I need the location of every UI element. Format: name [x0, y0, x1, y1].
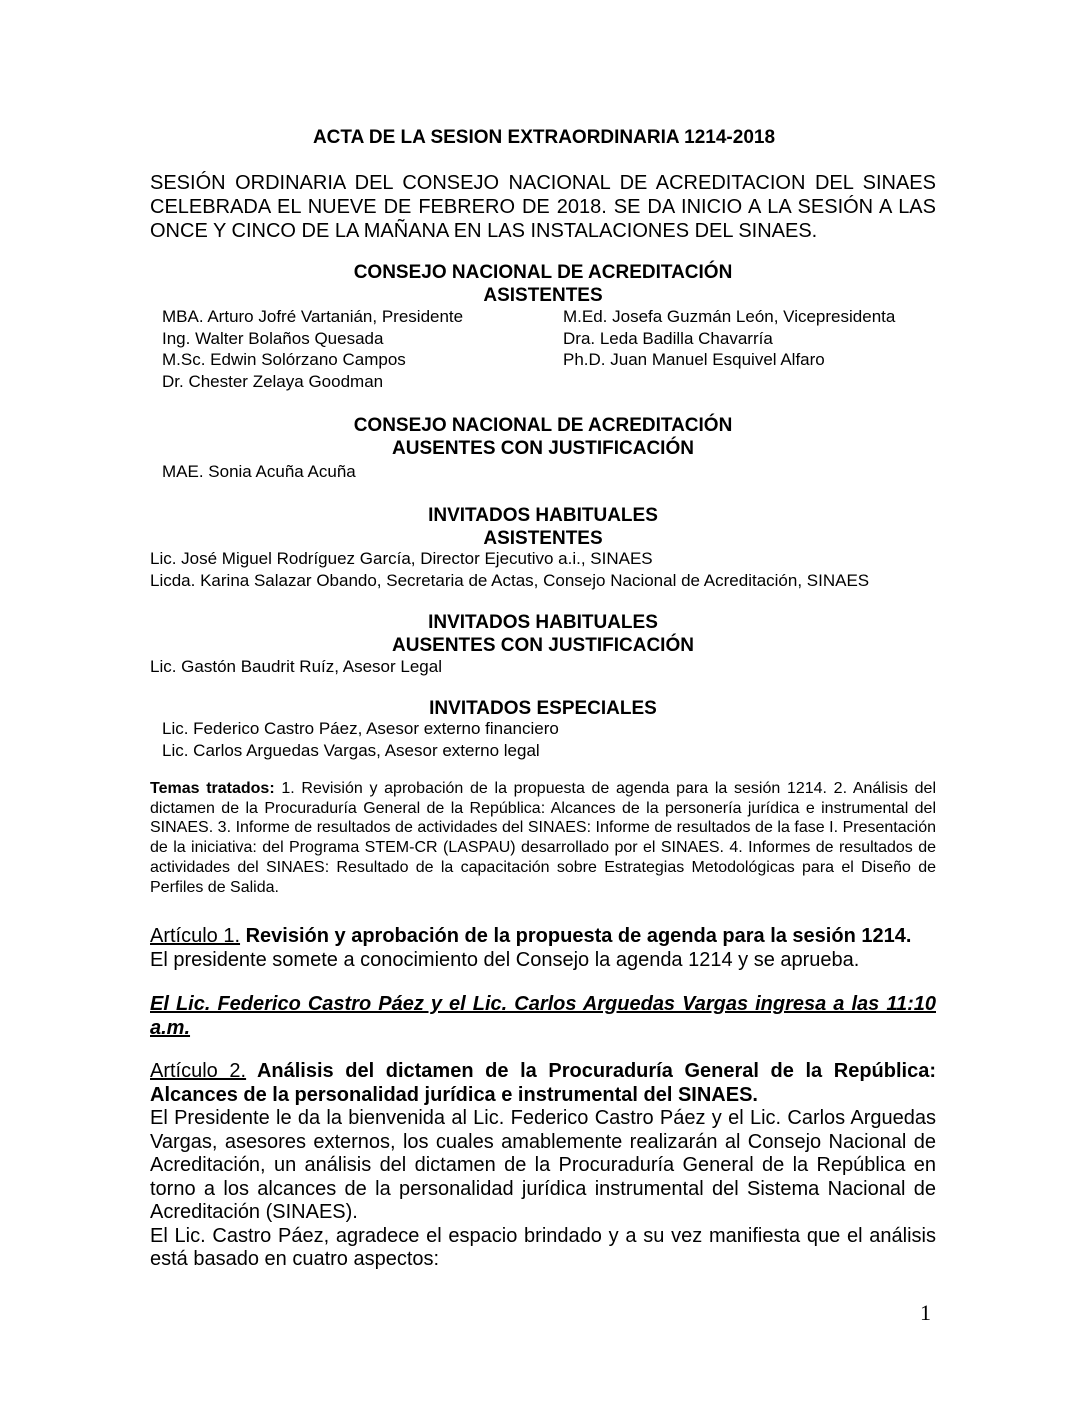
guest-name: Licda. Karina Salazar Obando, Secretaria de Actas, Consejo Nacional de Acreditación, SINAES — [150, 570, 870, 590]
section-heading: CONSEJO NACIONAL DE ACREDITACIÓN — [353, 415, 733, 436]
invitados-asistentes-header — [150, 504, 936, 550]
member-name: Dr. Chester Zelaya Goodman — [162, 371, 384, 391]
invitados-ausentes-header — [150, 611, 936, 657]
member-name: Ing. Walter Bolaños Quesada — [162, 328, 384, 348]
topics-text: 1. Revisión y aprobación de la propuesta de agenda para la sesión 1214. 2. Análisis del dictamen de la Procuraduría General de la República: Alcances de la personería jurídica e instrumental del SINAES. 3. Informe de resultados de actividades del SINAES: Informe de resultados de la fase I. Presentación de la iniciativa: del Programa STEM-CR (LASPAU) desarrollado por el SINAES. 4. Informes de resultados de actividades del SINAES: Resultado de la capacitación sobre Estrategias Metodológicas para el Diseño de Perfiles de Salida. — [150, 780, 937, 896]
member-name: Ph.D. Juan Manuel Esquivel Alfaro — [563, 350, 825, 369]
guest-name: Lic. José Miguel Rodríguez García, Director Ejecutivo a.i., SINAES — [150, 549, 653, 568]
entry-note — [150, 993, 936, 1040]
consejo-ausentes-header — [150, 414, 936, 460]
section-heading: INVITADOS HABITUALES — [428, 505, 658, 526]
section-heading: CONSEJO NACIONAL DE ACREDITACIÓN — [353, 262, 733, 283]
member-name: M.Sc. Edwin Solórzano Campos — [162, 350, 406, 369]
consejo-ausentes-list — [162, 461, 356, 483]
topics-paragraph — [150, 779, 936, 897]
article-2-paragraph-2: El Lic. Castro Páez, agradece el espacio brindado y a su vez manifiesta que el análisis está basado en cuatro aspectos: — [150, 1224, 936, 1270]
invitados-especiales-header — [150, 697, 936, 720]
consejo-asistentes-right-list — [563, 306, 895, 371]
section-heading: INVITADOS HABITUALES — [428, 612, 658, 633]
article-1-label: Artículo 1. — [150, 925, 241, 947]
member-name: Dra. Leda Badilla Chavarría — [563, 328, 773, 348]
section-subheading: ASISTENTES — [483, 285, 603, 306]
invitados-ausentes-list — [150, 656, 442, 678]
article-1-text: El presidente somete a conocimiento del Consejo la agenda 1214 y se aprueba. — [150, 948, 860, 971]
article-1-title: Revisión y aprobación de la propuesta de agenda para la sesión 1214. — [240, 925, 912, 947]
document-title: ACTA DE LA SESION EXTRAORDINARIA 1214-2018 — [312, 127, 776, 148]
article-2-paragraph-1: El Presidente le da la bienvenida al Lic. Federico Castro Páez y el Lic. Carlos Arguedas Vargas, asesores externos, los cuales amablemente realizarán al Consejo Nacional de Acreditación, un análisis del dictamen de la Procuraduría General de la República en torno a los alcances de la personalidad jurídica instrumental del Sistema Nacional de Acreditación (SINAES). — [150, 1107, 936, 1223]
article-2 — [150, 1060, 936, 1272]
section-subheading: ASISTENTES — [483, 528, 603, 549]
member-name: MAE. Sonia Acuña Acuña — [162, 462, 356, 481]
session-intro: SESIÓN ORDINARIA DEL CONSEJO NACIONAL DE ACREDITACION DEL SINAES CELEBRADA EL NUEVE DE FEBRERO DE 2018. SE DA INICIO A LA SESIÓN A LAS ONCE Y CINCO DE LA MAÑANA EN LAS INSTALACIONES DEL SINAES. — [150, 172, 936, 242]
section-subheading: AUSENTES CON JUSTIFICACIÓN — [392, 438, 694, 459]
article-2-title: Análisis del dictamen de la Procuraduría General de la República: Alcances de la personalidad jurídica e instrumental del SINAES. — [150, 1060, 936, 1106]
topics-label: Temas tratados: — [150, 780, 275, 797]
consejo-asistentes-header — [150, 261, 936, 307]
guest-name: Lic. Federico Castro Páez, Asesor externo financiero — [162, 719, 559, 738]
member-name: MBA. Arturo Jofré Vartanián, Presidente — [162, 307, 464, 326]
entry-note-text: El Lic. Federico Castro Páez y el Lic. Carlos Arguedas Vargas ingresa a las 11:10 a.m. — [150, 993, 936, 1039]
invitados-especiales-list — [162, 718, 559, 761]
guest-name: Lic. Carlos Arguedas Vargas, Asesor externo legal — [162, 740, 540, 760]
article-2-label: Artículo 2. — [150, 1060, 247, 1082]
consejo-asistentes-left-list — [162, 306, 463, 392]
article-1 — [150, 925, 936, 972]
page-number: 1 — [920, 1300, 931, 1325]
invitados-asistentes-list — [150, 548, 869, 591]
member-name: M.Ed. Josefa Guzmán León, Vicepresidenta — [563, 307, 896, 326]
section-heading: INVITADOS ESPECIALES — [429, 698, 657, 719]
guest-name: Lic. Gastón Baudrit Ruíz, Asesor Legal — [150, 657, 442, 676]
section-subheading: AUSENTES CON JUSTIFICACIÓN — [392, 635, 694, 656]
